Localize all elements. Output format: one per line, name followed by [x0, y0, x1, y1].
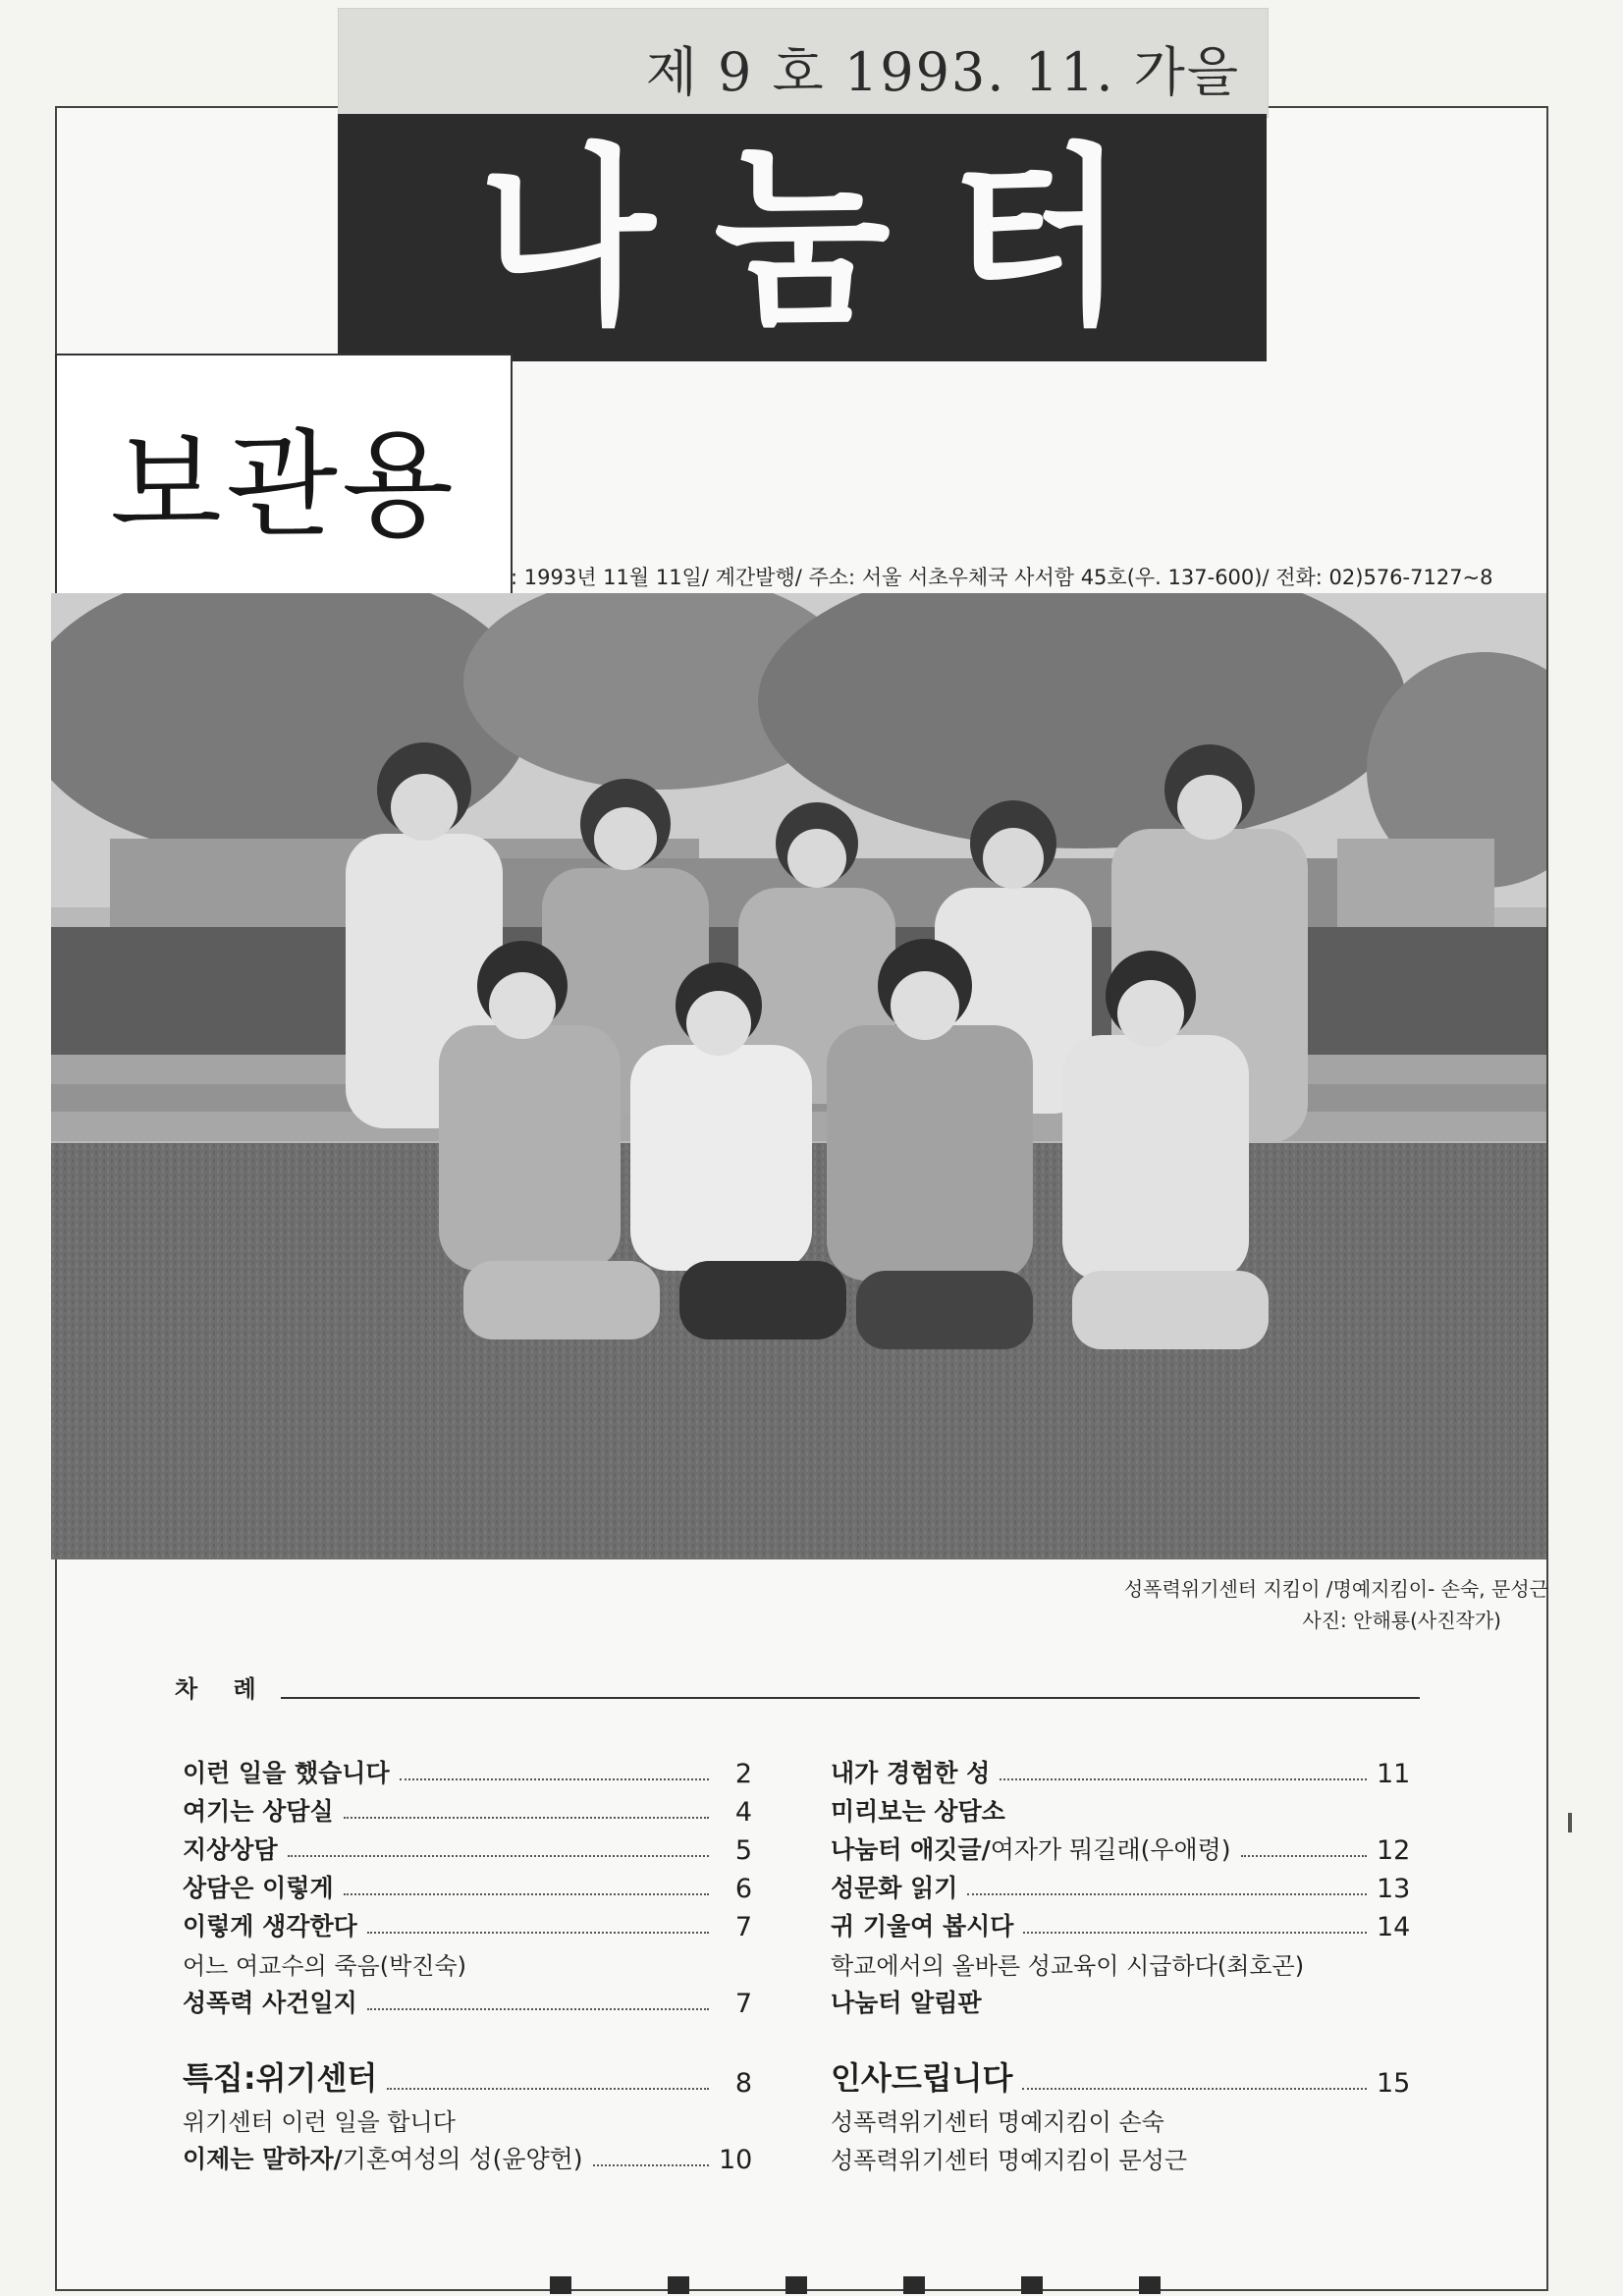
toc-entry-page: 11 — [1377, 1759, 1411, 1789]
toc-leader-dots — [367, 2008, 709, 2010]
toc-entry — [831, 1789, 1410, 1828]
toc-entry — [831, 1904, 1410, 1942]
toc-entry-page: 4 — [734, 1797, 752, 1828]
photo-caption: 성폭력위기센터 지킴이 /명예지킴이- 손숙, 문성근 — [1123, 1577, 1548, 1601]
toc-divider — [281, 1697, 1420, 1699]
toc-leader-dots — [1000, 1778, 1367, 1780]
toc-leader-dots — [288, 1855, 709, 1857]
toc-entry-title: 나눔터 애깃글/ — [831, 1835, 991, 1864]
toc-entry-page: 8 — [734, 2068, 752, 2099]
toc-entry-page: 10 — [719, 2145, 753, 2175]
group-photo — [51, 593, 1546, 1559]
toc-entry-title: 이제는 말하자/ — [183, 2145, 343, 2173]
toc-entry-page: 2 — [734, 1759, 752, 1789]
toc-entry-title: 성문화 읽기 — [831, 1874, 958, 1902]
toc-feature-entry — [831, 2060, 1410, 2099]
toc-subentry: 성폭력위기센터 명예지킴이 손숙 — [831, 2108, 1164, 2136]
toc-subentry: 위기센터 이런 일을 합니다 — [183, 2108, 456, 2136]
toc-entry — [183, 1904, 752, 1942]
toc-entry-page: 6 — [734, 1874, 752, 1904]
toc-entry-title: 상담은 이렇게 — [183, 1874, 334, 1902]
toc-entry-page: 12 — [1377, 1835, 1411, 1866]
toc-heading: 차 례 — [175, 1675, 270, 1703]
toc-entry — [183, 1751, 752, 1789]
publication-info: : 1993년 11월 11일/ 계간발행/ 주소: 서울 서초우체국 사서함 45호(우. 137-600)/ 전화: 02)576-7127~8 — [511, 566, 1493, 589]
masthead-title: 나눔터 — [478, 124, 1185, 351]
toc-subentry: 성폭력위기센터 명예지킴이 문성근 — [831, 2147, 1188, 2174]
toc-entry — [831, 1981, 1410, 2019]
toc-feature-title: 특집:위기센터 — [183, 2059, 378, 2097]
toc-leader-dots — [1022, 2088, 1367, 2090]
toc-entry-title: 이런 일을 했습니다 — [183, 1759, 390, 1787]
toc-leader-dots — [344, 1893, 709, 1895]
toc-feature-entry — [183, 2060, 752, 2099]
toc-leader-dots — [1241, 1855, 1367, 1857]
toc-leader-dots — [593, 2164, 709, 2166]
toc-entry — [831, 1828, 1410, 1866]
toc-entry — [183, 1789, 752, 1828]
toc-entry — [183, 1981, 752, 2019]
toc-entry-page: 13 — [1377, 1874, 1411, 1904]
toc-entry-title: 미리보는 상담소 — [831, 1797, 1005, 1826]
cut-off-text-edge — [550, 2276, 1217, 2294]
toc-entry-title: 여기는 상담실 — [183, 1797, 334, 1826]
issue-line: 제 9 호 1993. 11. 가을 — [645, 41, 1240, 103]
toc-entry-page: 7 — [734, 1912, 752, 1942]
toc-entry-page: 14 — [1377, 1912, 1411, 1942]
toc-entry — [183, 1828, 752, 1866]
toc-leader-dots — [967, 1893, 1367, 1895]
toc-leader-dots — [387, 2088, 709, 2090]
toc-entry-page: 7 — [734, 1989, 752, 2019]
toc-entry-title: 귀 기울여 봅시다 — [831, 1912, 1014, 1941]
toc-entry-title: 지상상담 — [183, 1835, 278, 1864]
toc-leader-dots — [367, 1932, 709, 1934]
toc-right-column — [831, 1751, 1410, 2175]
toc-feature-title: 인사드립니다 — [831, 2059, 1013, 2097]
toc-subentry: 학교에서의 올바른 성교육이 시급하다(최호곤) — [831, 1952, 1305, 1980]
toc-leader-dots — [344, 1817, 709, 1819]
toc-entry-title: 나눔터 알림판 — [831, 1989, 982, 2017]
toc-leader-dots — [400, 1778, 709, 1780]
photo-credit: 사진: 안해룡(사진작가) — [1302, 1609, 1501, 1632]
toc-leader-dots — [1023, 1932, 1367, 1934]
toc-entry-subtitle: 기혼여성의 성(윤양헌) — [342, 2145, 583, 2173]
toc-entry-title: 이렇게 생각한다 — [183, 1912, 357, 1941]
toc-entry — [183, 1866, 752, 1904]
toc-subentry: 어느 여교수의 죽음(박진숙) — [183, 1952, 467, 1980]
toc-entry-page: 15 — [1377, 2068, 1411, 2099]
toc-entry — [831, 1751, 1410, 1789]
toc-entry — [183, 2137, 752, 2175]
toc-left-column — [183, 1751, 752, 2175]
toc-entry-title: 내가 경험한 성 — [831, 1759, 991, 1787]
toc-entry-page: 5 — [734, 1835, 752, 1866]
masthead — [338, 114, 1267, 361]
issue-strip — [338, 8, 1269, 118]
toc-entry-title: 성폭력 사건일지 — [183, 1989, 357, 2017]
group-photo-image — [51, 593, 1546, 1559]
margin-mark — [1568, 1813, 1572, 1832]
toc-entry-subtitle: 여자가 뭐길래(우애령) — [990, 1835, 1231, 1864]
archive-stamp — [55, 354, 513, 597]
toc-entry — [831, 1866, 1410, 1904]
stamp-text: 보관용 — [110, 417, 458, 553]
